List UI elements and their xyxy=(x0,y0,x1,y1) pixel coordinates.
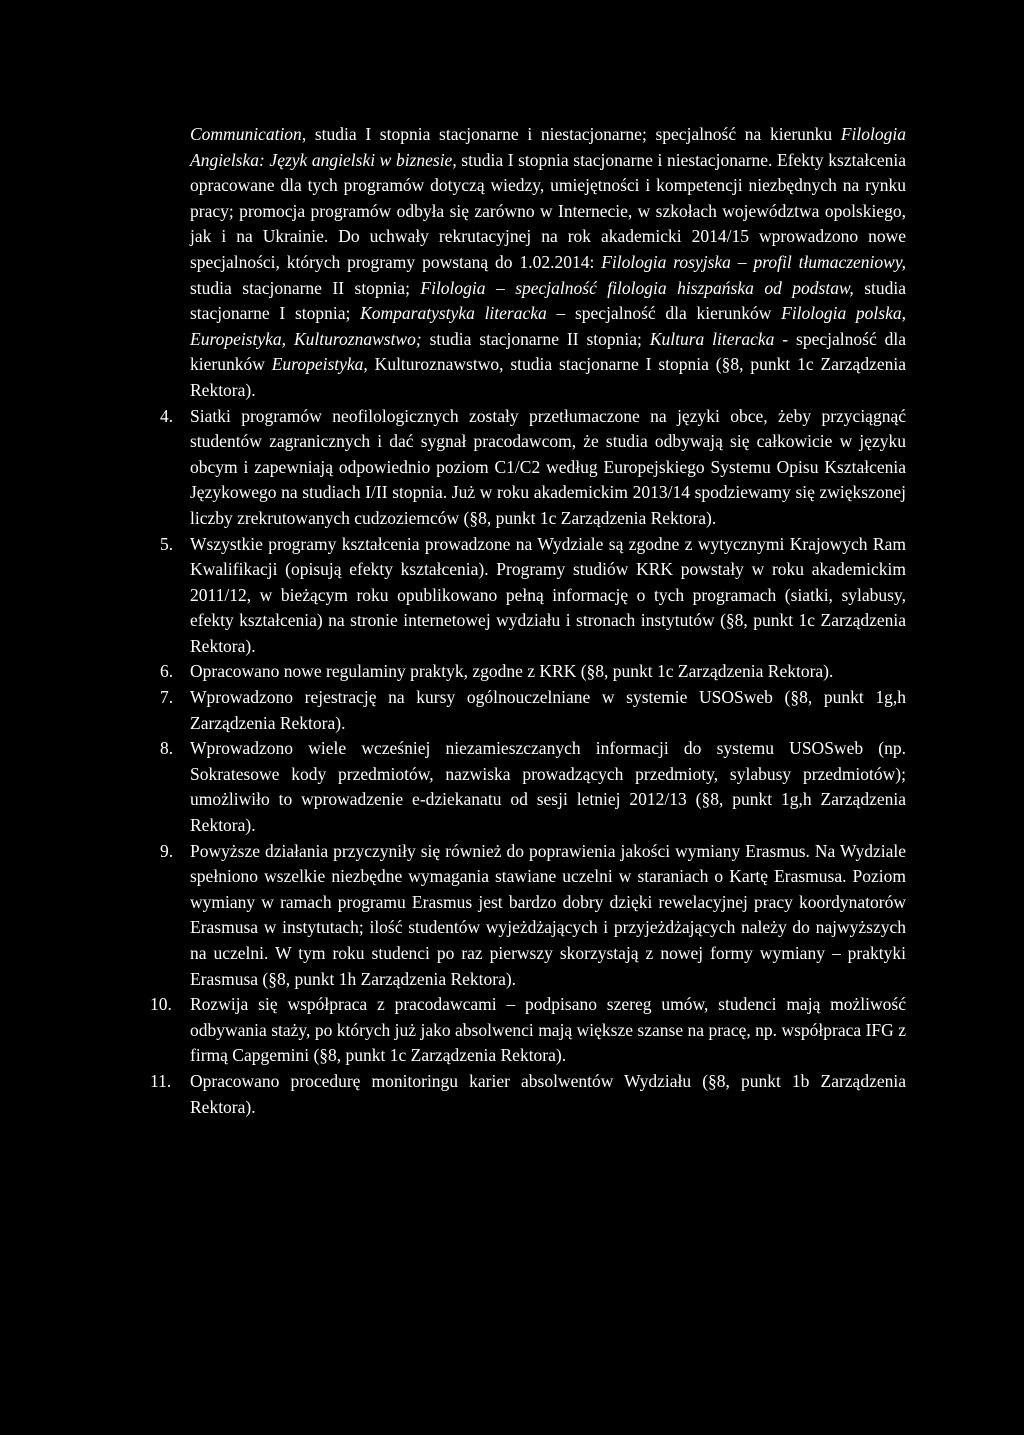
list-item xyxy=(160,839,906,993)
item-text: Powyższe działania przyczyniły się również do poprawienia jakości wymiany Erasmus. Na Wydziale spełniono wszelkie niezbędne wymagania stawiane uczelni w staraniach o Kartę Erasmusa. Poziom wymiany w ramach programu Erasmus jest bardzo dobry dzięki rewelacyjnej pracy koordynatorów Erasmusa w instytutach; ilość studentów wyjeżdżających i przyjeżdżających należy do najwyższych na uczelni. W tym roku studenci po raz pierwszy skorzystają z nowej formy wymiany – praktyki Erasmusa (§8, punkt 1h Zarządzenia Rektora). xyxy=(190,840,906,989)
italic-term: Filologia – specjalność filologia hiszpańska od podstaw, xyxy=(420,277,854,298)
italic-term: Filologia rosyjska – profil tłumaczeniowy, xyxy=(601,251,906,272)
list-item xyxy=(160,685,906,736)
body-text: studia stacjonarne I stopnia; xyxy=(190,277,906,324)
item-number: 9. xyxy=(160,840,174,861)
item-number: 11. xyxy=(150,1070,172,1091)
item-text: Opracowano procedurę monitoringu karier absolwentów Wydziału (§8, punkt 1b Zarządzenia Rektora). xyxy=(190,1070,906,1117)
italic-term: Filologia Angielska: Język angielski w biznesie xyxy=(190,124,906,170)
item-number: 5. xyxy=(160,533,174,554)
item-number: 8. xyxy=(160,738,174,759)
body-text: – specjalność dla kierunków xyxy=(546,303,782,324)
intro-paragraph xyxy=(190,122,906,404)
item-text: Siatki programów neofilologicznych zostały przetłumaczone na języki obce, żeby przyciągnąć studentów zagranicznych i dać sygnał pracodawcom, że studia odbywają się całkowicie w języku obcym i zapewniają odpowiednio poziom C1/C2 według Europejskiego Systemu Opisu Kształcenia Językowego na studiach I/II stopnia. Już w roku akademickim 2013/14 spodziewamy się zwiększonej liczby zrekrutowanych cudzoziemców (§8, punkt 1c Zarządzenia Rektora). xyxy=(190,405,906,528)
item-text: Wprowadzono wiele wcześniej niezamieszczanych informacji do systemu USOSweb (np. Sokratesowe kody przedmiotów, nazwiska prowadzących przedmioty, sylabusy przedmiotów); umożliwiło to wprowadzenie e-dziekanatu od sesji letniej 2012/13 (§8, punkt 1g,h Zarządzenia Rektora). xyxy=(190,738,906,836)
item-text: Rozwija się współpraca z pracodawcami – podpisano szereg umów, studenci mają możliwość odbywania staży, po których już jako absolwenci mają większe szanse na pracę, np. współpraca IFG z firmą Capgemini (§8, punkt 1c Zarządzenia Rektora). xyxy=(190,994,906,1066)
italic-term: Europeistyka, xyxy=(271,354,368,375)
list-item xyxy=(150,992,906,1069)
italic-term: Kultura literacka xyxy=(649,328,775,349)
list-item xyxy=(160,659,906,685)
item-number: 10. xyxy=(150,994,172,1015)
italic-term: Komparatystyka literacka xyxy=(360,303,547,324)
body-text: - specjalność dla kierunków xyxy=(190,328,906,375)
body-text: studia stacjonarne II stopnia; xyxy=(190,277,421,298)
list-item xyxy=(160,404,906,532)
list-item xyxy=(160,736,906,838)
body-text: Kulturoznawstwo, studia stacjonarne I stopnia (§8, punkt 1c Zarządzenia Rektora). xyxy=(190,354,906,400)
item-number: 4. xyxy=(160,405,174,426)
body-text: studia stacjonarne II stopnia; xyxy=(421,328,650,349)
item-number: 7. xyxy=(160,687,174,708)
item-text: Wszystkie programy kształcenia prowadzone na Wydziale są zgodne z wytycznymi Krajowych Ram Kwalifikacji (opisują efekty kształcenia). Programy studiów KRK powstały w roku akademickim 2011/12, w bieżącym roku opublikowano pełną informację o tych programach (siatki, sylabusy, efekty kształcenia) na stronie internetowej wydziału i stronach instytutów (§8, punkt 1c Zarządzenia Rektora). xyxy=(190,533,906,656)
italic-term: Communication xyxy=(190,124,302,144)
list-item xyxy=(160,532,906,660)
italic-term: Filologia polska, Europeistyka, Kulturoznawstwo; xyxy=(190,303,906,349)
item-text: Wprowadzono rejestrację na kursy ogólnouczelniane w systemie USOSweb (§8, punkt 1g,h Zarządzenia Rektora). xyxy=(190,687,906,733)
item-text: Opracowano nowe regulaminy praktyk, zgodne z KRK (§8, punkt 1c Zarządzenia Rektora). xyxy=(190,661,834,682)
item-number: 6. xyxy=(160,661,174,682)
body-text: , studia I stopnia stacjonarne i niestacjonarne. Efekty kształcenia opracowane dla tych programów dotyczą wiedzy, umiejętności i kompetencji niezbędnych na rynku pracy; promocja programów odbyła się zarówno w Internecie, w szkołach województwa opolskiego, jak i na Ukrainie. Do uchwały rekrutacyjnej na rok akademicki 2014/15 wprowadzono nowe specjalności, których programy powstaną do 1.02.2014: xyxy=(190,149,906,272)
document-body xyxy=(150,122,906,1120)
list-item xyxy=(150,1069,906,1120)
body-text: , studia I stopnia stacjonarne i niestacjonarne; specjalność na kierunku xyxy=(301,124,841,144)
